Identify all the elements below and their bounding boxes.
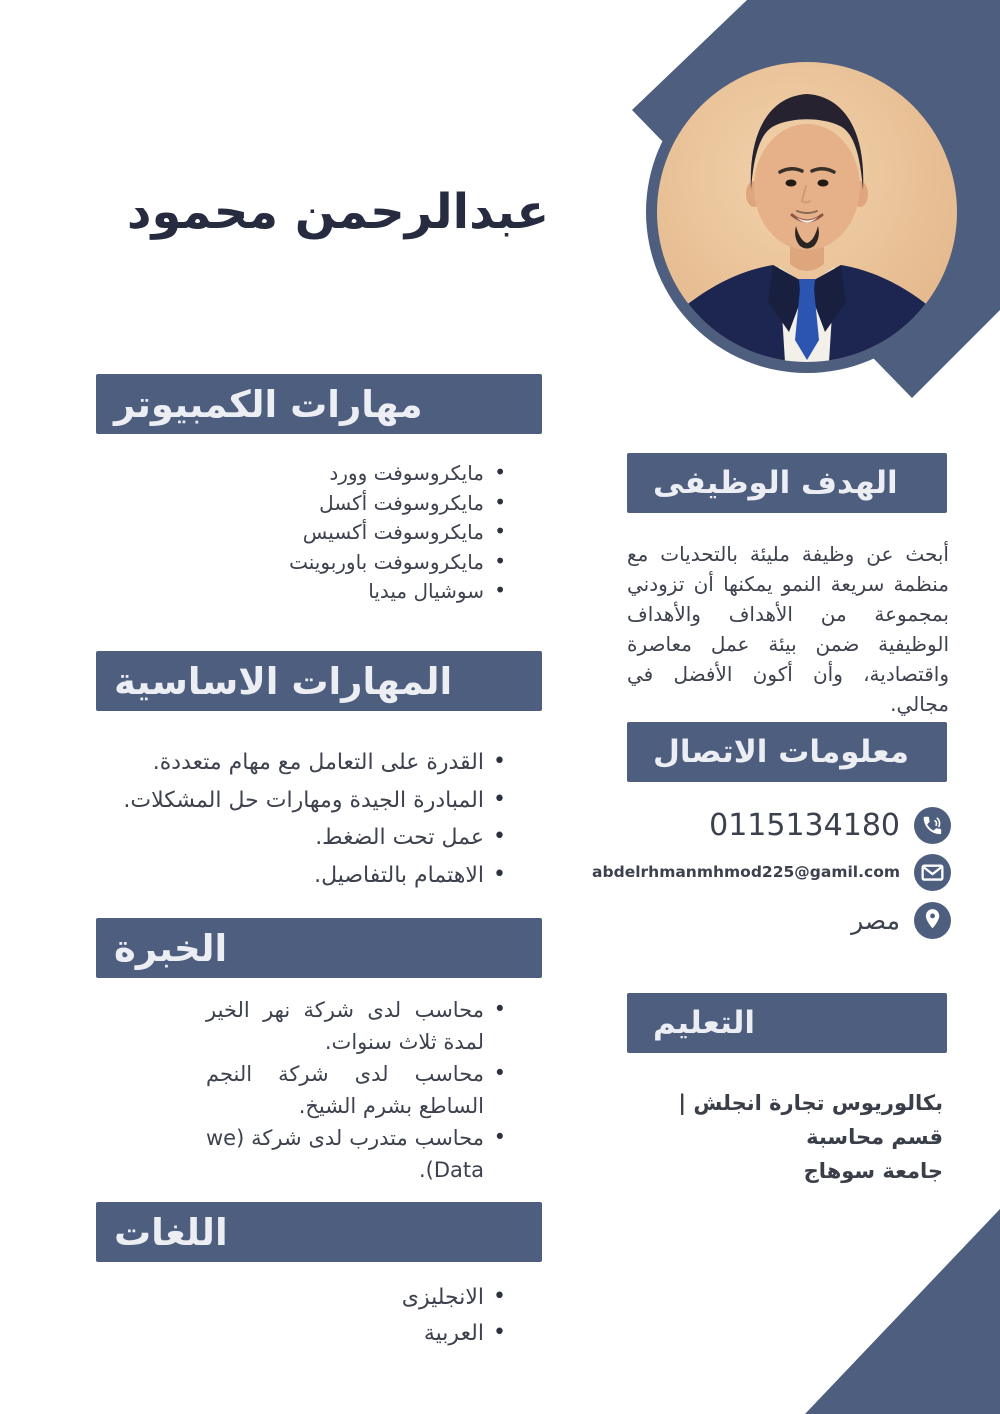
- list-item: • محاسب لدى شركة نهر الخير لمدة ثلاث سنوات.: [206, 994, 508, 1058]
- education-university: جامعة سوهاج: [803, 1159, 943, 1183]
- bullet: •: [493, 786, 506, 812]
- footer-triangle: [805, 1209, 1000, 1414]
- section-title: معلومات الاتصال: [653, 734, 909, 770]
- list-item: • محاسب لدى شركة النجم الساطع بشرم الشيخ.: [206, 1058, 508, 1122]
- list-item: • مايكروسوفت وورد: [96, 459, 508, 489]
- bullet: •: [493, 824, 506, 849]
- phone-row: [627, 800, 951, 850]
- phone-number: 0115134180: [709, 807, 900, 843]
- bullet: •: [494, 460, 506, 484]
- section-title: التعليم: [653, 1005, 756, 1041]
- section-header-education: [627, 993, 947, 1053]
- bullet: •: [493, 1284, 506, 1309]
- section-title: الخبرة: [114, 926, 228, 970]
- location-text: مصر: [851, 905, 900, 935]
- list-item: • محاسب متدرب لدى شركة (we Data).: [206, 1122, 508, 1186]
- bullet: •: [494, 489, 506, 514]
- bullet: •: [494, 578, 506, 602]
- list-item: • مايكروسوفت باوربوينت: [96, 548, 508, 578]
- section-title: مهارات الكمبيوتر: [114, 382, 423, 426]
- core-skills-list: [96, 744, 508, 894]
- section-header-languages: [96, 1202, 542, 1262]
- list-item: • الانجليزى: [96, 1280, 508, 1316]
- list-item: • مايكروسوفت أكسيس: [96, 518, 508, 548]
- languages-list: [96, 1280, 508, 1352]
- phone-icon: [914, 807, 951, 844]
- section-header-objective: [627, 453, 947, 513]
- bullet: •: [493, 1061, 506, 1085]
- email-row: [592, 850, 951, 894]
- list-item: • القدرة على التعامل مع مهام متعددة.: [96, 744, 508, 782]
- section-title: المهارات الاساسية: [114, 659, 453, 703]
- list-item: • مايكروسوفت أكسل: [96, 489, 508, 519]
- email-address: abdelrhmanmhmod225@gamil.com: [592, 863, 900, 881]
- list-item: • عمل تحت الضغط.: [96, 819, 508, 857]
- objective-text: أبحث عن وظيفة مليئة بالتحديات مع منظمة سريعة النمو يمكنها أن تزودني بمجموعة من الأهداف والأهداف الوظيفية ضمن بيئة عمل معاصرة واقتصادية، وأن أكون الأفضل في مجالي.: [627, 542, 949, 716]
- section-header-experience: [96, 918, 542, 978]
- contact-info: [592, 800, 951, 946]
- education-degree: بكالوريوس تجارة انجلش | قسم محاسبة: [678, 1091, 943, 1149]
- email-icon: [914, 854, 951, 891]
- section-title: اللغات: [114, 1210, 228, 1254]
- section-title: الهدف الوظيفى: [653, 465, 898, 501]
- computer-skills-list: [96, 459, 508, 607]
- list-item: • العربية: [96, 1316, 508, 1352]
- section-header-computer-skills: [96, 374, 542, 434]
- bullet: •: [494, 519, 506, 543]
- bullet: •: [493, 749, 506, 774]
- section-header-contact: [627, 722, 947, 782]
- bullet: •: [493, 997, 506, 1021]
- section-header-core-skills: [96, 651, 542, 711]
- profile-photo: [657, 62, 957, 362]
- location-row: [627, 894, 951, 946]
- education-block: [633, 1086, 943, 1188]
- list-item: • سوشيال ميديا: [96, 577, 508, 607]
- experience-list: [206, 994, 508, 1186]
- person-name: عبدالرحمن محمود: [126, 184, 550, 240]
- list-item: • الاهتمام بالتفاصيل.: [96, 857, 508, 895]
- bullet: •: [493, 1125, 506, 1149]
- list-item: • المبادرة الجيدة ومهارات حل المشكلات.: [96, 782, 508, 820]
- bullet: •: [493, 1320, 506, 1345]
- location-pin-icon: [914, 902, 951, 939]
- bullet: •: [494, 548, 506, 573]
- bullet: •: [493, 861, 506, 887]
